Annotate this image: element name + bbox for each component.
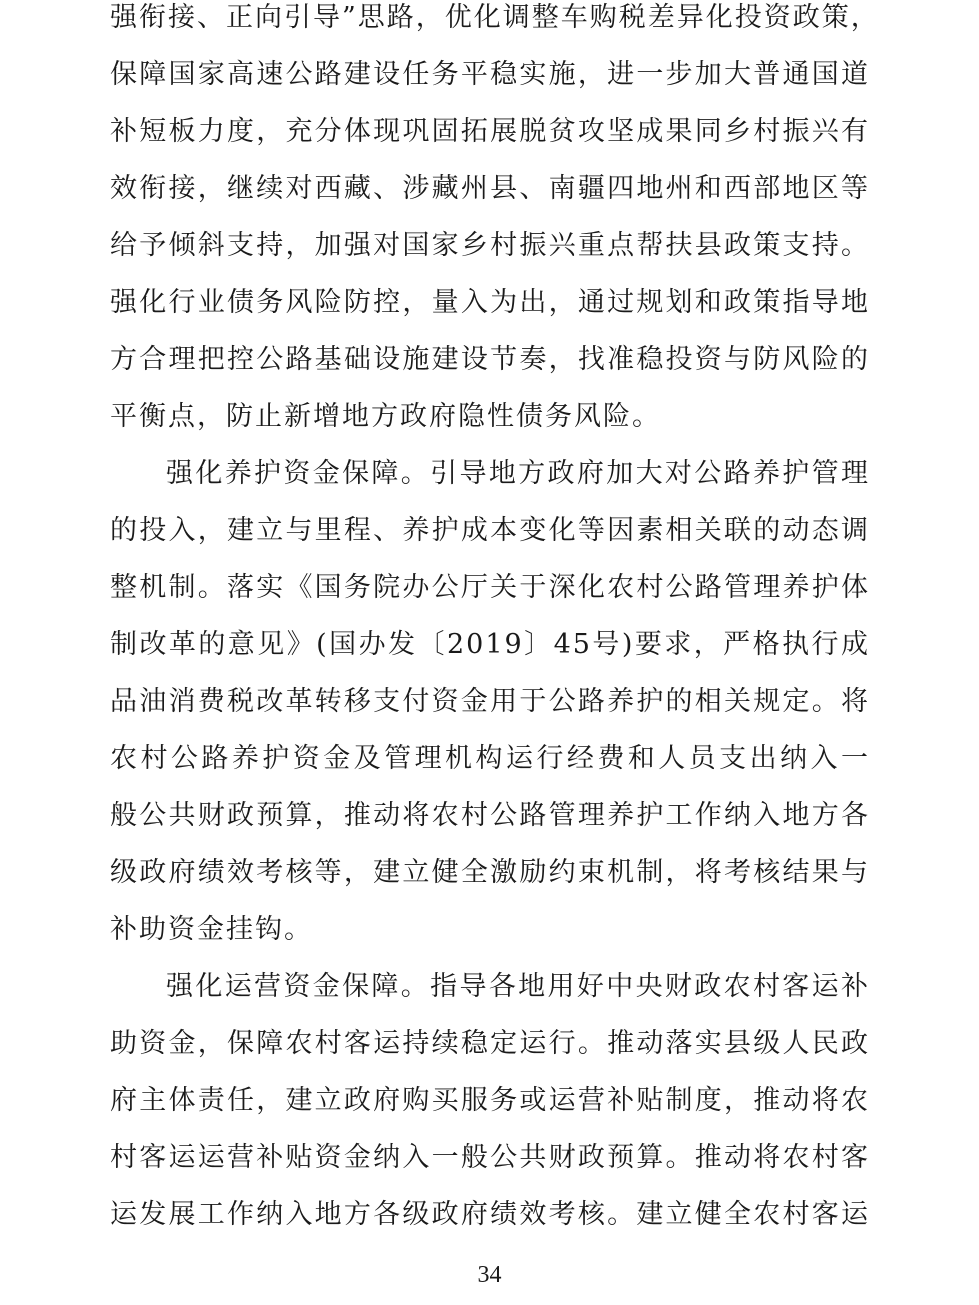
text-line: 运发展工作纳入地方各级政府绩效考核。建立健全农村客运 xyxy=(110,1199,870,1230)
text-line: 方合理把控公路基础设施建设节奏，找准稳投资与防风险的 xyxy=(110,344,870,375)
text-line: 制改革的意见》(国办发〔2019〕45号)要求，严格执行成 xyxy=(110,629,870,660)
text-line: 整机制。落实《国务院办公厅关于深化农村公路管理养护体 xyxy=(110,572,870,603)
text-line: 平衡点，防止新增地方政府隐性债务风险。 xyxy=(110,401,661,432)
text-line: 强化运营资金保障。指导各地用好中央财政农村客运补 xyxy=(166,971,870,1002)
text-line: 强化行业债务风险防控，量入为出，通过规划和政策指导地 xyxy=(110,287,870,318)
text-line: 农村公路养护资金及管理机构运行经费和人员支出纳入一 xyxy=(110,743,870,774)
text-line: 品油消费税改革转移支付资金用于公路养护的相关规定。将 xyxy=(110,686,870,717)
paragraph-1 xyxy=(110,0,880,456)
paragraph-3 xyxy=(110,969,870,1254)
text-line: 给予倾斜支持，加强对国家乡村振兴重点帮扶县政策支持。 xyxy=(110,230,870,261)
text-line: 强衔接、正向引导”思路，优化调整车购税差异化投资政策， xyxy=(110,2,880,33)
text-line: 村客运运营补贴资金纳入一般公共财政预算。推动将农村客 xyxy=(110,1142,870,1173)
text-line: 的投入，建立与里程、养护成本变化等因素相关联的动态调 xyxy=(110,515,870,546)
page-number: 34 xyxy=(477,1262,502,1288)
text-line: 府主体责任，建立政府购买服务或运营补贴制度，推动将农 xyxy=(110,1085,870,1116)
paragraph-2 xyxy=(110,456,870,969)
text-line: 保障国家高速公路建设任务平稳实施，进一步加大普通国道 xyxy=(110,59,870,90)
text-line: 补助资金挂钩。 xyxy=(110,914,313,945)
text-line: 补短板力度，充分体现巩固拓展脱贫攻坚成果同乡村振兴有 xyxy=(110,116,870,147)
text-line: 助资金，保障农村客运持续稳定运行。推动落实县级人民政 xyxy=(110,1028,870,1059)
text-line: 效衔接，继续对西藏、涉藏州县、南疆四地州和西部地区等 xyxy=(110,173,870,204)
text-line: 级政府绩效考核等，建立健全激励约束机制，将考核结果与 xyxy=(110,857,870,888)
text-line: 强化养护资金保障。引导地方政府加大对公路养护管理 xyxy=(166,458,870,489)
document-page xyxy=(110,0,880,1254)
text-line: 般公共财政预算，推动将农村公路管理养护工作纳入地方各 xyxy=(110,800,870,831)
